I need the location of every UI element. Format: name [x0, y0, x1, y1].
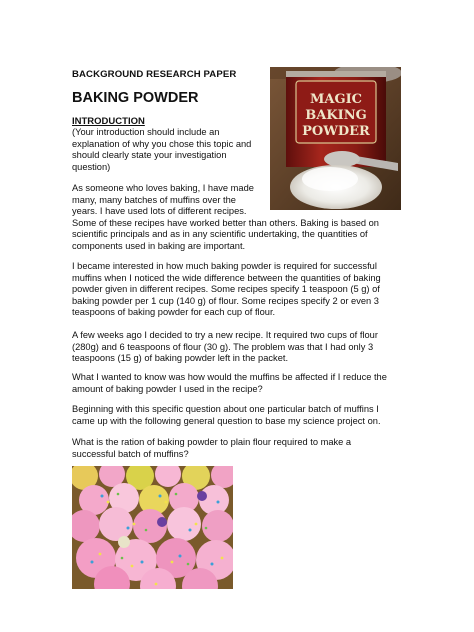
text-line: successful batch of muffins?	[72, 448, 189, 459]
text-line: A few weeks ago I decided to try a new recipe. It required two cups of flour	[72, 330, 378, 340]
cupcakes-photo	[72, 466, 233, 589]
tin-label-line: BAKING	[305, 108, 367, 123]
text-line: question)	[72, 161, 111, 172]
text-line: baking powder per 1 cup (140 g) of flour. Some recipes specify 2 or even 3	[72, 295, 379, 306]
spoon-bowl	[324, 151, 360, 167]
text-line: powder given in different recipes. Some recipes specify 1 teaspoon (5 g) of	[72, 284, 380, 295]
cupcakes-illustration	[72, 466, 233, 589]
text-line: amount of baking powder I used in the recipe?	[72, 383, 263, 394]
flower-decoration	[157, 517, 167, 527]
text-line: Beginning with this specific question about one particular batch of muffins I	[72, 404, 379, 414]
paragraph-2	[72, 261, 381, 319]
text-line: (280g) and 6 teaspoons of flour (30 g). The problem was that I had only 3	[72, 341, 374, 352]
text-line: (Your introduction should include an	[72, 127, 220, 137]
text-line: muffins when I noticed the wide difference between the quantities of baking	[72, 272, 381, 283]
text-line: many, many batches of muffins over the	[72, 194, 236, 205]
text-line: What is the ration of baking powder to plain flour required to make a	[72, 437, 352, 447]
text-line: What I wanted to know was how would the muffins be affected if I reduce the	[72, 372, 387, 382]
document-kicker: BACKGROUND RESEARCH PAPER	[72, 69, 237, 80]
text-line: I became interested in how much baking powder is required for successful	[72, 261, 377, 271]
text-line: scientific principals and as in any scientific undertaking, the quantities of	[72, 229, 368, 240]
paragraph-6	[72, 437, 351, 460]
flower-decoration	[197, 491, 207, 501]
text-line: components used in baking are important.	[72, 240, 246, 251]
text-line: teaspoons of baking powder for each cup of flour.	[72, 307, 276, 318]
paragraph-5	[72, 404, 381, 427]
text-line: explanation of why you chose this topic and	[72, 138, 252, 149]
text-line: teaspoons (15 g) of baking powder left in the packet.	[72, 353, 289, 364]
paragraph-4	[72, 372, 387, 395]
text-line: Some of these recipes have worked better than others. Baking is based on	[72, 217, 379, 228]
text-line: came up with the following general question to base my science project on.	[72, 415, 381, 426]
flower-decoration	[118, 536, 130, 548]
text-line: years. I have used lots of different recipes.	[72, 206, 247, 217]
tin-illustration	[270, 67, 401, 210]
text-line: should clearly state your investigation	[72, 150, 227, 161]
paragraph-3	[72, 330, 378, 365]
intro-note	[72, 127, 251, 173]
tin-label-line: MAGIC	[309, 92, 363, 107]
document-title: BAKING POWDER	[72, 90, 199, 106]
section-heading-introduction: INTRODUCTION	[72, 116, 145, 127]
baking-powder-tin-photo	[270, 67, 401, 210]
text-line: As someone who loves baking, I have made	[72, 183, 254, 193]
tin-label-line: POWDER	[302, 124, 370, 139]
